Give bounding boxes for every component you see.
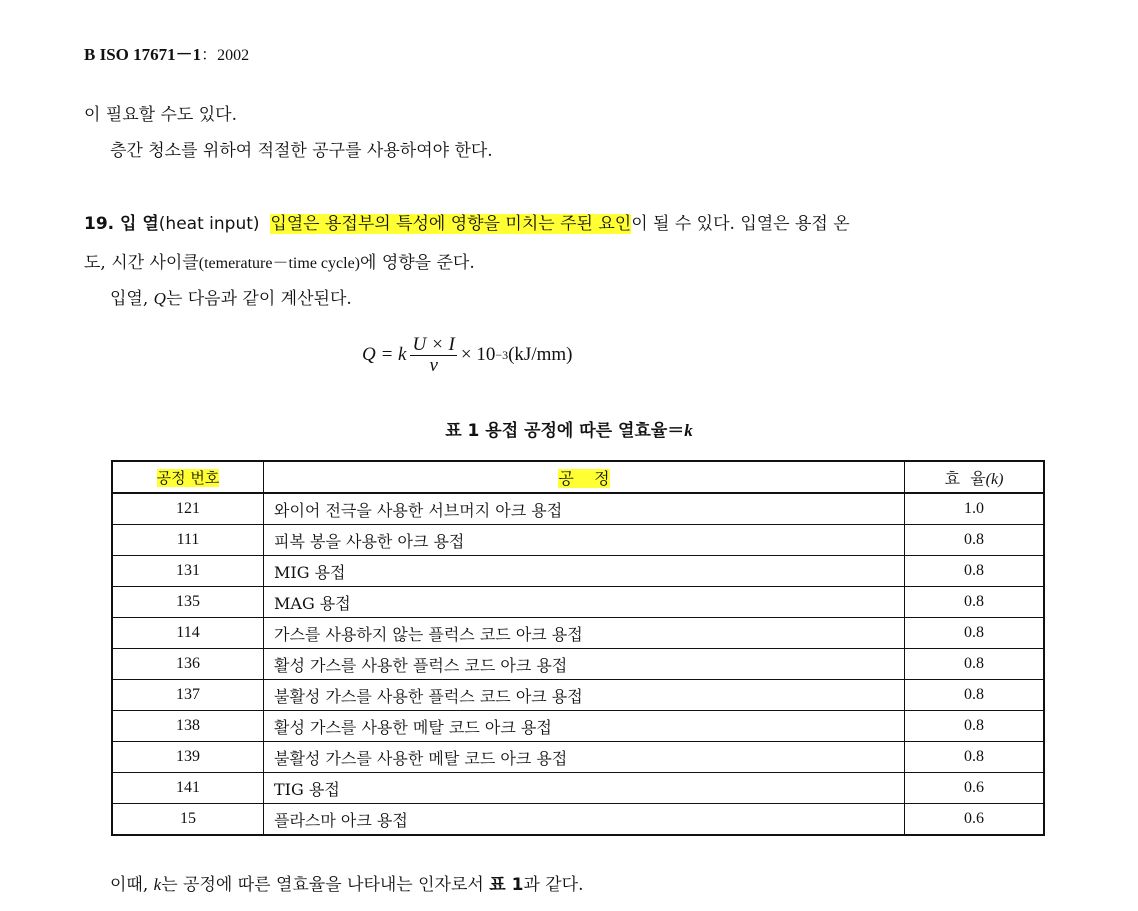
efficiency-cell: 0.8 [905, 680, 1045, 711]
formula-exponent: −3 [495, 347, 509, 362]
process-name-cell: 피복 봉을 사용한 아크 용접 [264, 525, 905, 556]
table-body [112, 493, 1044, 835]
standard-year: ：2002 [201, 47, 250, 64]
column-header-process: 공 정 [264, 461, 905, 493]
table-row [112, 618, 1044, 649]
section-text: 도, 시간 사이클 [84, 253, 199, 273]
section-heading-line [84, 213, 1099, 235]
highlighted-text: 입열은 용접부의 특성에 영향을 미치는 주된 요인 [270, 214, 632, 234]
process-name-cell: 플라스마 아크 용접 [264, 804, 905, 836]
section-number: 19. 입 열 [84, 214, 159, 234]
variable-k: k [153, 875, 162, 894]
footer-text: 는 공정에 따른 열효율을 나타내는 인자로서 [161, 875, 490, 895]
efficiency-cell: 0.6 [905, 773, 1045, 804]
efficiency-cell: 0.8 [905, 618, 1045, 649]
process-name-cell: 활성 가스를 사용한 메탈 코드 아크 용접 [264, 711, 905, 742]
process-name-cell: 활성 가스를 사용한 플럭스 코드 아크 용접 [264, 649, 905, 680]
formula-numerator: U × I [412, 333, 455, 355]
efficiency-cell: 0.6 [905, 804, 1045, 836]
table-row [112, 556, 1044, 587]
paragraph-line: 층간 청소를 위하여 적절한 공구를 사용하여야 한다. [110, 141, 493, 161]
standard-code: B ISO 17671－1 [84, 45, 202, 64]
section-text: 이 될 수 있다. 입열은 용접 온 [631, 214, 850, 234]
table-caption-k: k [684, 421, 693, 440]
efficiency-cell: 0.8 [905, 711, 1045, 742]
table-caption-text: 표 1 용접 공정에 따른 열효율＝ [445, 421, 685, 441]
table-row [112, 587, 1044, 618]
process-name-cell: 불활성 가스를 사용한 메탈 코드 아크 용접 [264, 742, 905, 773]
process-number-cell: 135 [112, 587, 264, 618]
formula-fraction [410, 335, 456, 376]
column-header-efficiency: 효 율(k) [905, 461, 1045, 493]
process-number-cell: 121 [112, 493, 264, 525]
table-row [112, 493, 1044, 525]
table-row [112, 773, 1044, 804]
process-name-cell: MAG 용접 [264, 587, 905, 618]
process-number-cell: 138 [112, 711, 264, 742]
process-number-cell: 141 [112, 773, 264, 804]
process-name-cell: MIG 용접 [264, 556, 905, 587]
footer-sentence [110, 870, 583, 895]
efficiency-cell: 0.8 [905, 742, 1045, 773]
process-number-cell: 131 [112, 556, 264, 587]
efficiency-cell: 0.8 [905, 556, 1045, 587]
process-name-cell: 와이어 전극을 사용한 서브머지 아크 용접 [264, 493, 905, 525]
process-name-cell: 불활성 가스를 사용한 플럭스 코드 아크 용접 [264, 680, 905, 711]
footer-text: 과 같다. [523, 875, 584, 895]
heat-input-formula [362, 330, 573, 380]
table-row [112, 649, 1044, 680]
process-number-cell: 15 [112, 804, 264, 836]
process-number-cell: 114 [112, 618, 264, 649]
efficiency-cell: 0.8 [905, 649, 1045, 680]
section-text: 에 영향을 준다. [360, 253, 475, 273]
table-row [112, 525, 1044, 556]
formula-tail: × 10 [460, 344, 496, 365]
table-caption [0, 416, 1138, 441]
paragraph-line [84, 252, 475, 275]
paragraph-line [110, 288, 352, 310]
table-row [112, 711, 1044, 742]
section-title-en: (heat input) [158, 214, 260, 234]
process-number-cell: 137 [112, 680, 264, 711]
thermal-efficiency-table [111, 460, 1045, 836]
table-row [112, 680, 1044, 711]
process-name-cell: 가스를 사용하지 않는 플럭스 코드 아크 용접 [264, 618, 905, 649]
table-row [112, 804, 1044, 836]
formula-lhs: Q = k [362, 344, 407, 365]
section-text: 입열, [110, 289, 154, 309]
efficiency-cell: 0.8 [905, 525, 1045, 556]
variable-q: Q [153, 289, 166, 308]
process-number-cell: 136 [112, 649, 264, 680]
formula-unit: (kJ/mm) [508, 344, 573, 365]
process-name-cell: TIG 용접 [264, 773, 905, 804]
section-text: 는 다음과 같이 계산된다. [165, 289, 352, 309]
footer-text: 이때, [110, 875, 154, 895]
efficiency-cell: 0.8 [905, 587, 1045, 618]
formula-denominator: v [429, 354, 438, 376]
paragraph-line: 이 필요할 수도 있다. [84, 105, 237, 125]
table-reference: 표 1 [489, 875, 524, 895]
table-header-row [112, 461, 1044, 493]
document-header [84, 40, 249, 65]
table-row [112, 742, 1044, 773]
process-number-cell: 139 [112, 742, 264, 773]
column-header-process-number: 공정 번호 [112, 461, 264, 493]
process-number-cell: 111 [112, 525, 264, 556]
section-text-en: (temerature－time cycle) [198, 255, 360, 272]
efficiency-cell: 1.0 [905, 493, 1045, 525]
